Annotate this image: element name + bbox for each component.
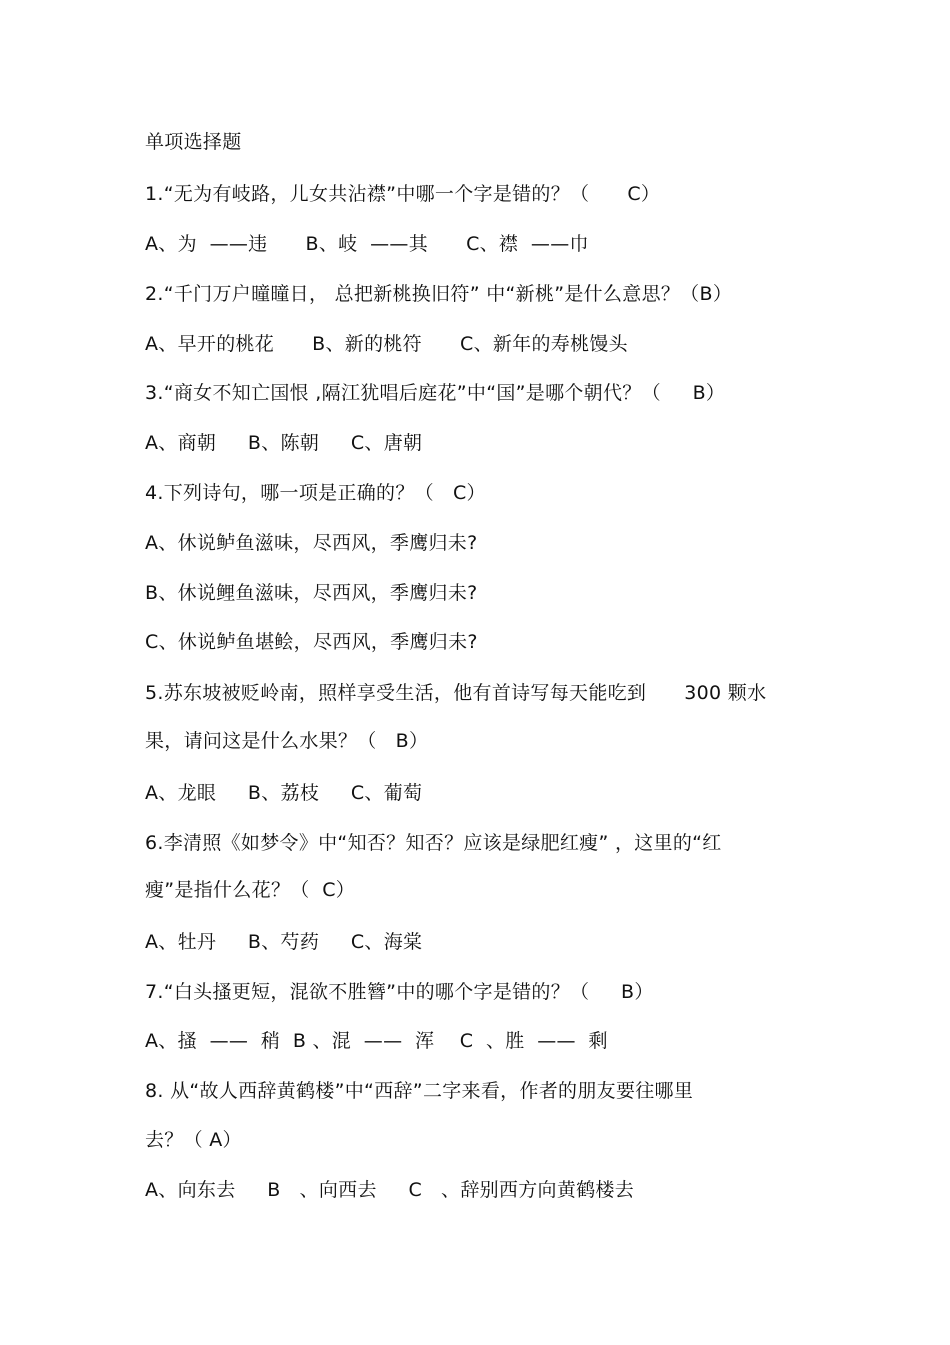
question-7: 7.“白头搔更短，混欲不胜簪”中的哪个字是错的？（ B） <box>145 981 654 1003</box>
question-6-options: A、牡丹 B、芍药 C、海棠 <box>145 931 423 953</box>
question-4: 4.下列诗句，哪一项是正确的？（ C） <box>145 482 486 504</box>
question-2-options: A、早开的桃花 B、新的桃符 C、新年的寿桃馒头 <box>145 333 628 355</box>
question-7-options: A、搔 —— 稍 B 、混 —— 浑 C 、胜 —— 剩 <box>145 1030 608 1052</box>
question-1-options: A、为 ——违 B、岐 ——其 C、襟 ——巾 <box>145 233 589 255</box>
question-5-options: A、龙眼 B、荔枝 C、葡萄 <box>145 782 423 804</box>
question-8-line-2: 去？（ A） <box>145 1129 242 1151</box>
section-title: 单项选择题 <box>145 131 242 153</box>
question-2: 2.“千门万户曈曈日， 总把新桃换旧符” 中“新桃”是什么意思？（B） <box>145 283 733 305</box>
question-8-line-1: 8. 从“故人西辞黄鹤楼”中“西辞”二字来看，作者的朋友要往哪里 <box>145 1080 694 1102</box>
question-4-option-a: A、休说鲈鱼滋味，尽西风，季鹰归未? <box>145 532 478 554</box>
question-4-option-b: B、休说鲤鱼滋味，尽西风，季鹰归未? <box>145 582 478 604</box>
question-8-options: A、向东去 B 、向西去 C 、辞别西方向黄鹤楼去 <box>145 1179 635 1201</box>
question-5-line-1: 5.苏东坡被贬岭南，照样享受生活，他有首诗写每天能吃到 300 颗水 <box>145 682 767 704</box>
question-3: 3.“商女不知亡国恨 ,隔江犹唱后庭花”中“国”是哪个朝代？（ B） <box>145 382 726 404</box>
question-6-line-1: 6.李清照《如梦令》中“知否？知否？应该是绿肥红瘦” ，这里的“红 <box>145 832 722 854</box>
question-6-line-2: 瘦”是指什么花？（ C） <box>145 879 356 901</box>
question-5-line-2: 果，请问这是什么水果？（ B） <box>145 730 429 752</box>
question-1: 1.“无为有岐路，儿女共沾襟”中哪一个字是错的？（ C） <box>145 183 661 205</box>
question-3-options: A、商朝 B、陈朝 C、唐朝 <box>145 432 423 454</box>
question-4-option-c: C、休说鲈鱼堪鲙，尽西风，季鹰归未? <box>145 631 478 653</box>
